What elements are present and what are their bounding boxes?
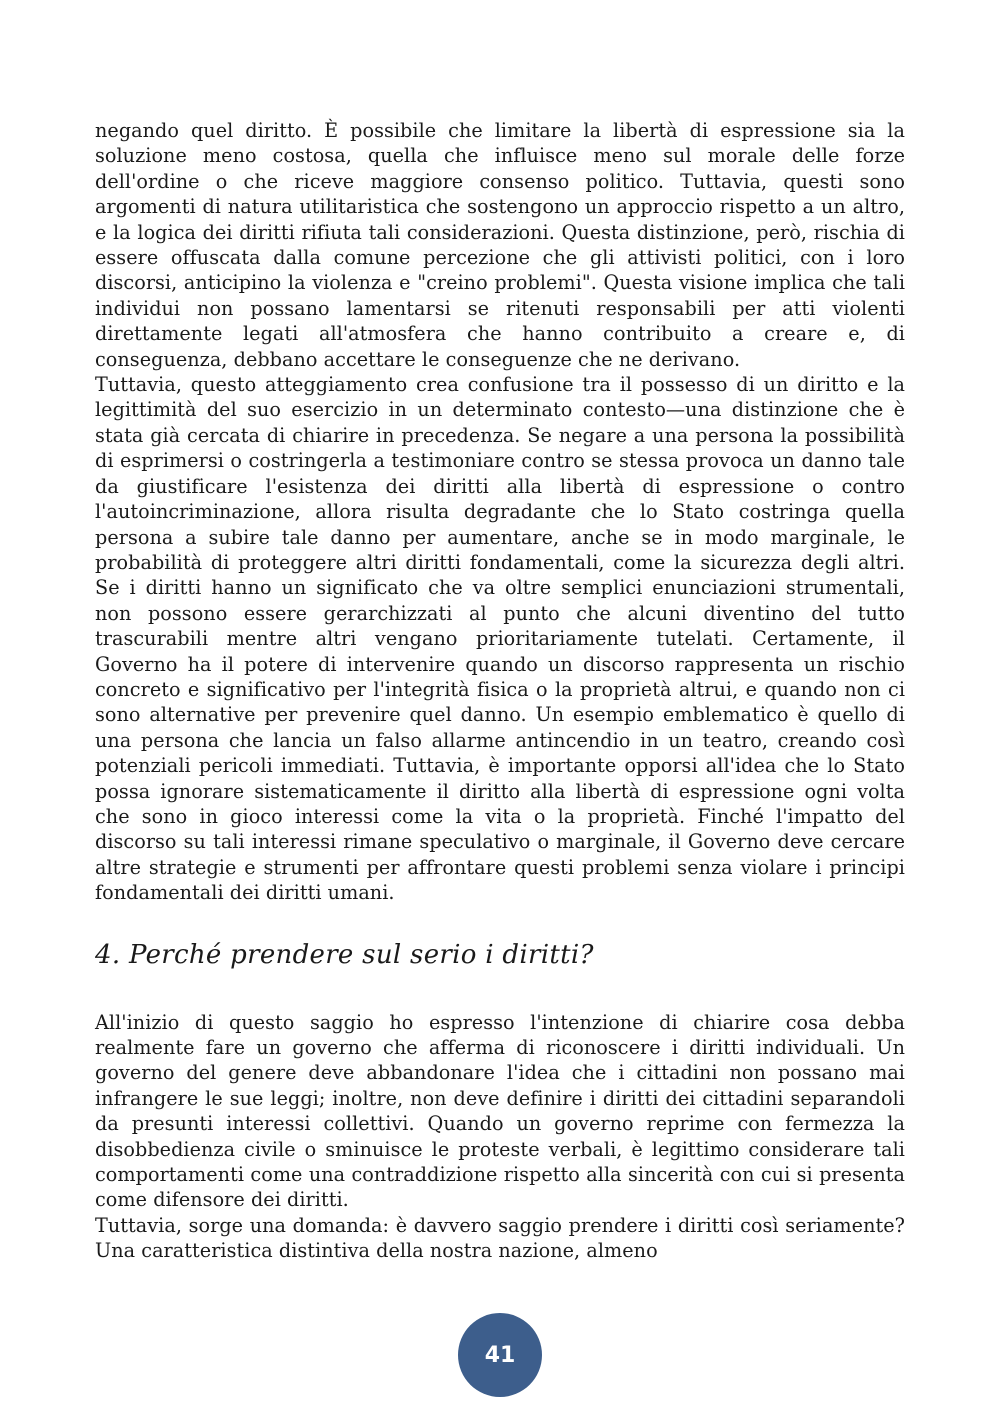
- section-heading: 4. Perché prendere sul serio i diritti?: [95, 939, 594, 970]
- paragraph: negando quel diritto. È possibile che limitare la libertà di espressione sia la soluzione meno costosa, quella che influisce meno sul morale delle forze dell'ordine o che riceve maggiore consenso politico. Tuttavia, questi sono argomenti di natura utilitaristica che sostengono un approccio rispetto a un altro, e la logica dei diritti rifiuta tali considerazioni. Questa distinzione, però, rischia di essere offuscata dalla comune percezione che gli attivisti politici, con i loro discorsi, anticipino la violenza e "creino problemi". Questa visione implica che tali individui non possano lamentarsi se ritenuti responsabili per atti violenti direttamente legati all'atmosfera che hanno contribuito a creare e, di conseguenza, debbano accettare le conseguenze che ne derivano.: [95, 119, 905, 371]
- page-number-badge: [458, 1313, 542, 1397]
- page-body: [95, 118, 905, 1264]
- section-spacer: [95, 972, 905, 1010]
- page-number: 41: [484, 1342, 516, 1368]
- paragraph: Tuttavia, questo atteggiamento crea confusione tra il possesso di un diritto e la legittimità del suo esercizio in un determinato contesto—una distinzione che è stata già cercata di chiarire in precedenza. Se negare a una persona la possibilità di esprimersi o costringerla a testimoniare contro se stessa provoca un danno tale da giustificare l'esistenza dei diritti alla libertà di espressione o contro l'autoincriminazione, allora risulta degradante che lo Stato costringa quella persona a subire tale danno per aumentare, anche se in modo marginale, le probabilità di proteggere altri diritti fondamentali, come la sicurezza degli altri. Se i diritti hanno un significato che va oltre semplici enunciazioni strumentali, non possono essere gerarchizzati al punto che alcuni diventino del tutto trascurabili mentre altri vengano prioritariamente tutelati. Certamente, il Governo ha il potere di intervenire quando un discorso rappresenta un rischio concreto e significativo per l'integrità fisica o la proprietà altrui, e quando non ci sono alternative per prevenire quel danno. Un esempio emblematico è quello di una persona che lancia un falso allarme antincendio in un teatro, creando così potenziali pericoli immediati. Tuttavia, è importante opporsi all'idea che lo Stato possa ignorare sistematicamente il diritto alla libertà di espressione ogni volta che sono in gioco interessi come la vita o la proprietà. Finché l'impatto del discorso su tali interessi rimane speculativo o marginale, il Governo deve cercare altre strategie e strumenti per affrontare questi problemi senza violare i principi fondamentali dei diritti umani.: [95, 373, 905, 905]
- paragraph: All'inizio di questo saggio ho espresso l'intenzione di chiarire cosa debba realmente fare un governo che afferma di riconoscere i diritti individuali. Un governo del genere deve abbandonare l'idea che i cittadini non possano mai infrangere le sue leggi; inoltre, non deve definire i diritti dei cittadini separandoli da presunti interessi collettivi. Quando un governo reprime con fermezza la disobbedienza civile o sminuisce le proteste verbali, è legittimo considerare tali comportamenti come una contraddizione rispetto alla sincerità con cui si presenta come difensore dei diritti.: [95, 1010, 905, 1212]
- paragraph: Tuttavia, sorge una domanda: è davvero saggio prendere i diritti così seriamente? Una caratteristica distintiva della nostra nazione, almeno: [95, 1213, 905, 1263]
